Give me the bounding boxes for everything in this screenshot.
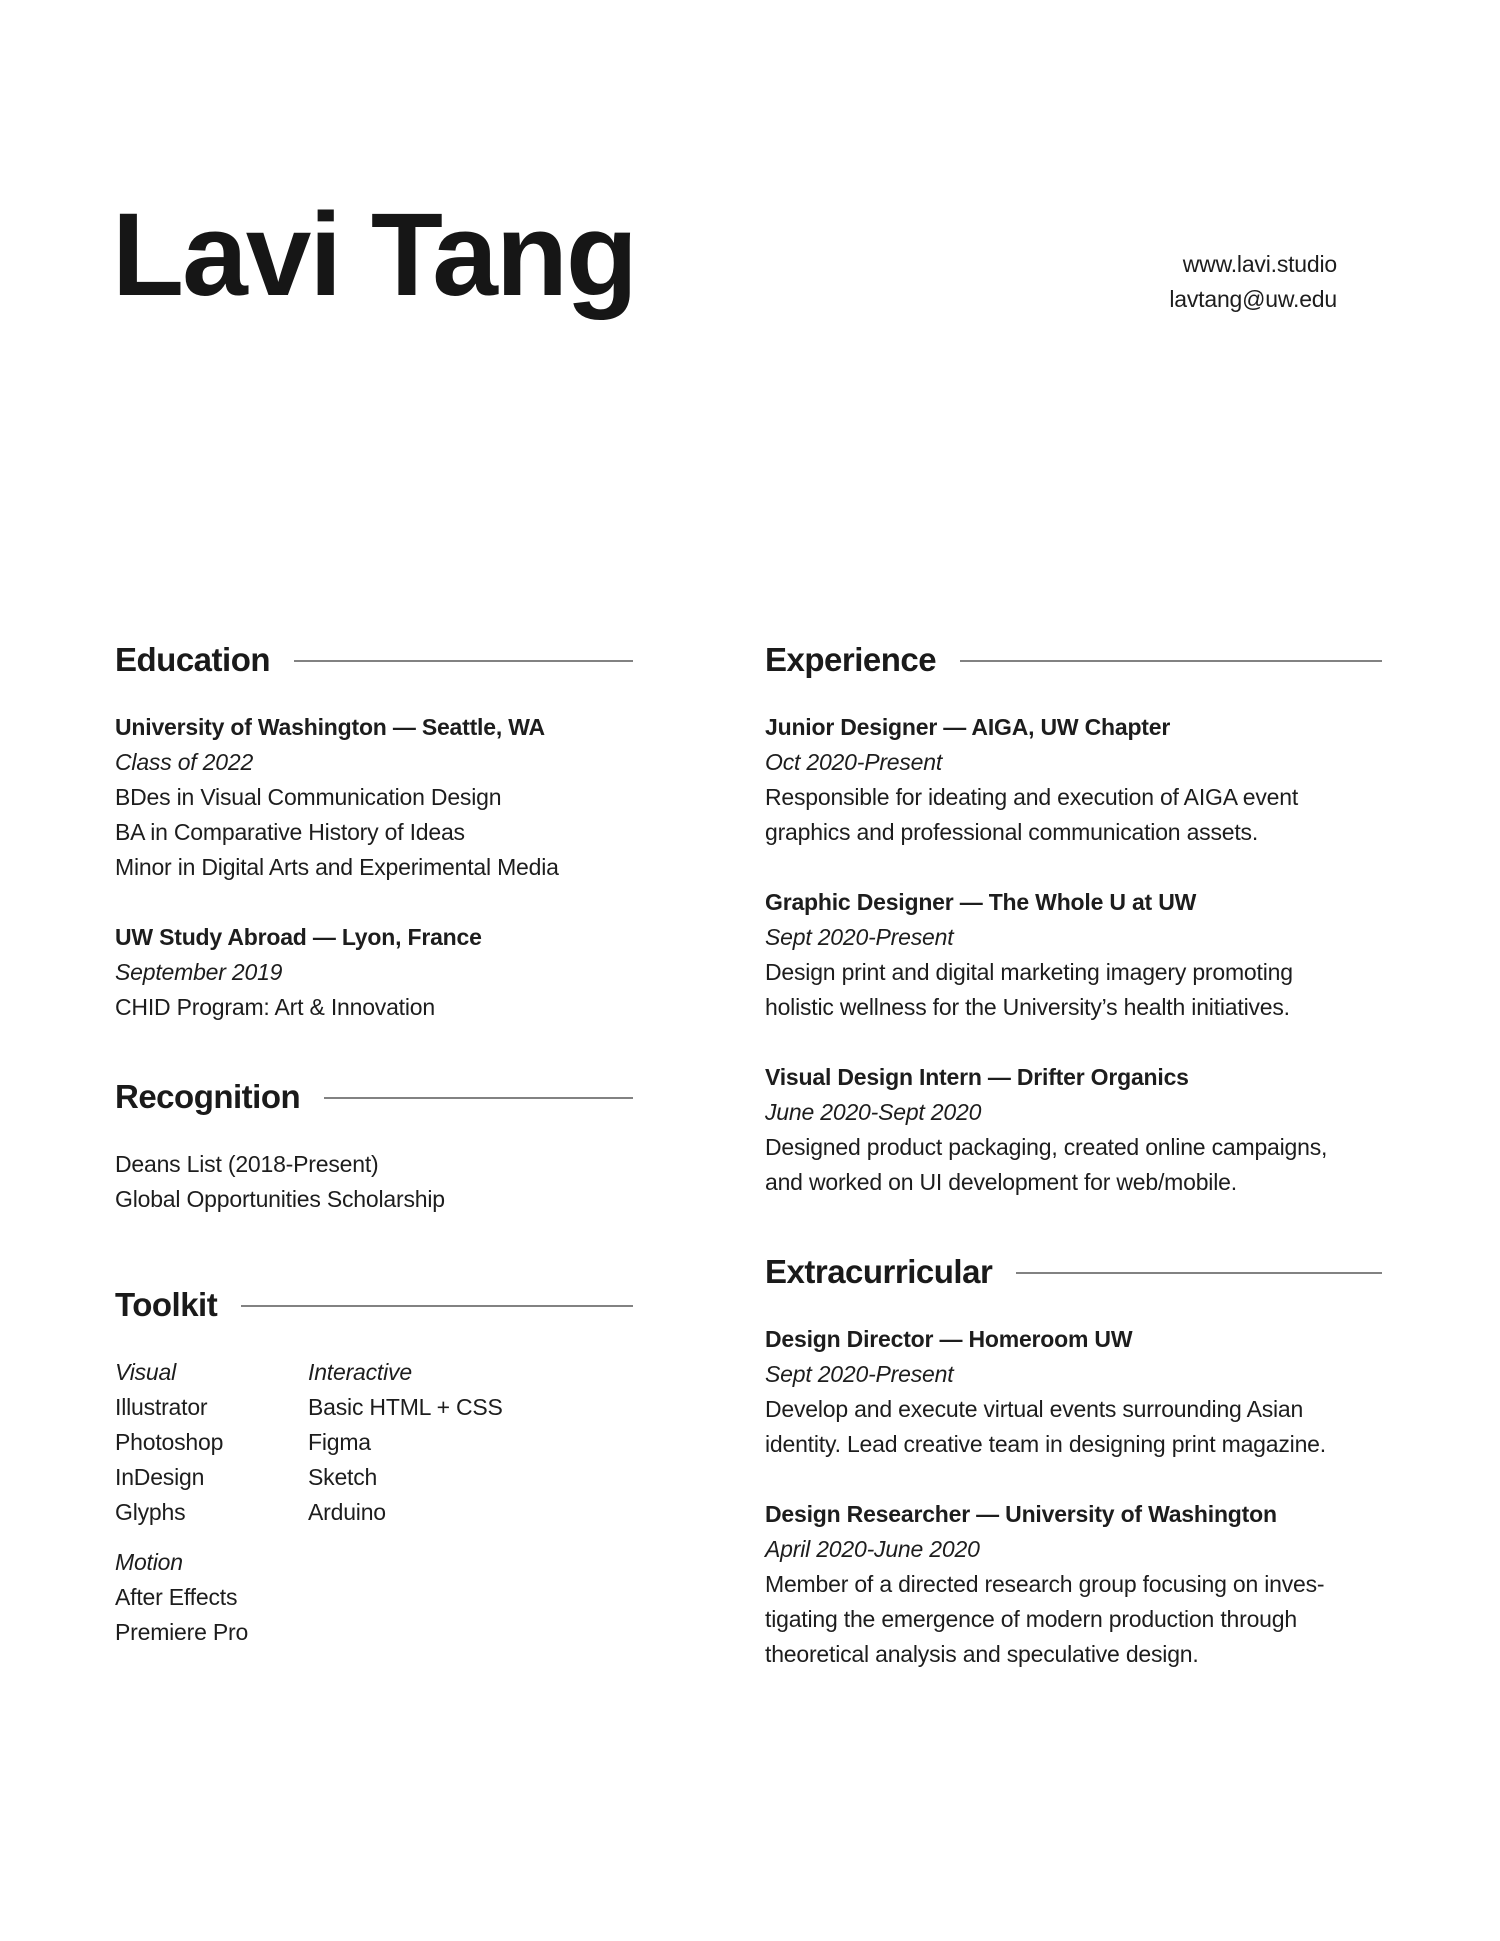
toolkit-item: Figma	[308, 1429, 371, 1455]
toolkit-item: Illustrator	[115, 1394, 208, 1420]
experience-entry	[765, 710, 1382, 850]
recognition-item: Global Opportunities Scholarship	[115, 1186, 445, 1212]
entry-title: University of Washington — Seattle, WA	[115, 714, 545, 740]
toolkit-item: Sketch	[308, 1464, 378, 1490]
entry-line: holistic wellness for the University’s health initiatives.	[765, 994, 1290, 1020]
toolkit-group-label: Visual	[115, 1359, 177, 1385]
entry-line: identity. Lead creative team in designing print magazine.	[765, 1431, 1326, 1457]
toolkit-group-label: Interactive	[308, 1359, 412, 1385]
heading-rule	[960, 660, 1382, 662]
recognition-item: Deans List (2018-Present)	[115, 1151, 379, 1177]
website-text: www.lavi.studio	[1182, 251, 1337, 277]
entry-line: CHID Program: Art & Innovation	[115, 994, 435, 1020]
entry-line: Responsible for ideating and execution of AIGA event	[765, 784, 1299, 810]
heading-rule	[241, 1305, 633, 1307]
extracurricular-entry	[765, 1322, 1382, 1462]
entry-title: Visual Design Intern — Drifter Organics	[765, 1064, 1189, 1090]
section-extracurricular	[765, 1252, 1382, 1672]
recognition-heading: Recognition	[115, 1078, 301, 1115]
entry-line: graphics and professional communication assets.	[765, 819, 1259, 845]
toolkit-item: Basic HTML + CSS	[308, 1394, 503, 1420]
entry-line: BDes in Visual Communication Design	[115, 784, 502, 810]
toolkit-item: After Effects	[115, 1584, 238, 1610]
experience-entry	[765, 1060, 1382, 1200]
extracurricular-heading-row	[765, 1252, 1382, 1292]
contact-block	[1169, 247, 1337, 317]
left-column	[115, 630, 633, 1650]
email-text: lavtang@uw.edu	[1169, 286, 1337, 312]
education-entry	[115, 710, 633, 885]
entry-title: Graphic Designer — The Whole U at UW	[765, 889, 1197, 915]
toolkit-item: Glyphs	[115, 1499, 186, 1525]
extracurricular-entry	[765, 1497, 1382, 1672]
entry-date: September 2019	[115, 959, 283, 985]
entry-line: BA in Comparative History of Ideas	[115, 819, 465, 845]
right-column	[765, 630, 1382, 1672]
entry-line: theoretical analysis and speculative design.	[765, 1641, 1199, 1667]
heading-rule	[1016, 1272, 1382, 1274]
toolkit-item: Photoshop	[115, 1429, 224, 1455]
education-entry	[115, 920, 633, 1025]
entry-date: June 2020-Sept 2020	[765, 1099, 982, 1125]
toolkit-group-interactive	[308, 1355, 633, 1530]
entry-line: Member of a directed research group focusing on inves-	[765, 1571, 1325, 1597]
entry-line: Minor in Digital Arts and Experimental Media	[115, 854, 559, 880]
entry-line: tigating the emergence of modern production through	[765, 1606, 1297, 1632]
extracurricular-heading: Extracurricular	[765, 1253, 993, 1290]
toolkit-item: Arduino	[308, 1499, 386, 1525]
experience-heading-row	[765, 640, 1382, 680]
entry-title: Design Researcher — University of Washington	[765, 1501, 1277, 1527]
entry-line: Design print and digital marketing imagery promoting	[765, 959, 1293, 985]
entry-title: UW Study Abroad — Lyon, France	[115, 924, 482, 950]
entry-date: Oct 2020-Present	[765, 749, 943, 775]
education-heading: Education	[115, 641, 271, 678]
toolkit-group-visual	[115, 1355, 308, 1530]
education-heading-row	[115, 640, 633, 680]
section-recognition	[115, 1077, 633, 1217]
toolkit-heading: Toolkit	[115, 1286, 218, 1323]
recognition-heading-row	[115, 1077, 633, 1117]
experience-heading: Experience	[765, 641, 937, 678]
entry-date: Sept 2020-Present	[765, 924, 954, 950]
entry-date: Sept 2020-Present	[765, 1361, 954, 1387]
entry-title: Junior Designer — AIGA, UW Chapter	[765, 714, 1171, 740]
entry-date: April 2020-June 2020	[765, 1536, 980, 1562]
toolkit-group-motion	[115, 1545, 633, 1650]
heading-rule	[294, 660, 633, 662]
toolkit-group-label: Motion	[115, 1549, 183, 1575]
section-experience	[765, 640, 1382, 1200]
heading-rule	[324, 1097, 633, 1099]
page-title: Lavi Tang	[112, 189, 637, 321]
toolkit-item: InDesign	[115, 1464, 205, 1490]
toolkit-item: Premiere Pro	[115, 1619, 249, 1645]
section-education	[115, 640, 633, 1025]
entry-line: Develop and execute virtual events surrounding Asian	[765, 1396, 1304, 1422]
entry-line: Designed product packaging, created online campaigns,	[765, 1134, 1328, 1160]
entry-line: and worked on UI development for web/mobile.	[765, 1169, 1237, 1195]
experience-entry	[765, 885, 1382, 1025]
section-toolkit	[115, 1285, 633, 1650]
entry-date: Class of 2022	[115, 749, 254, 775]
entry-title: Design Director — Homeroom UW	[765, 1326, 1133, 1352]
toolkit-heading-row	[115, 1285, 633, 1325]
